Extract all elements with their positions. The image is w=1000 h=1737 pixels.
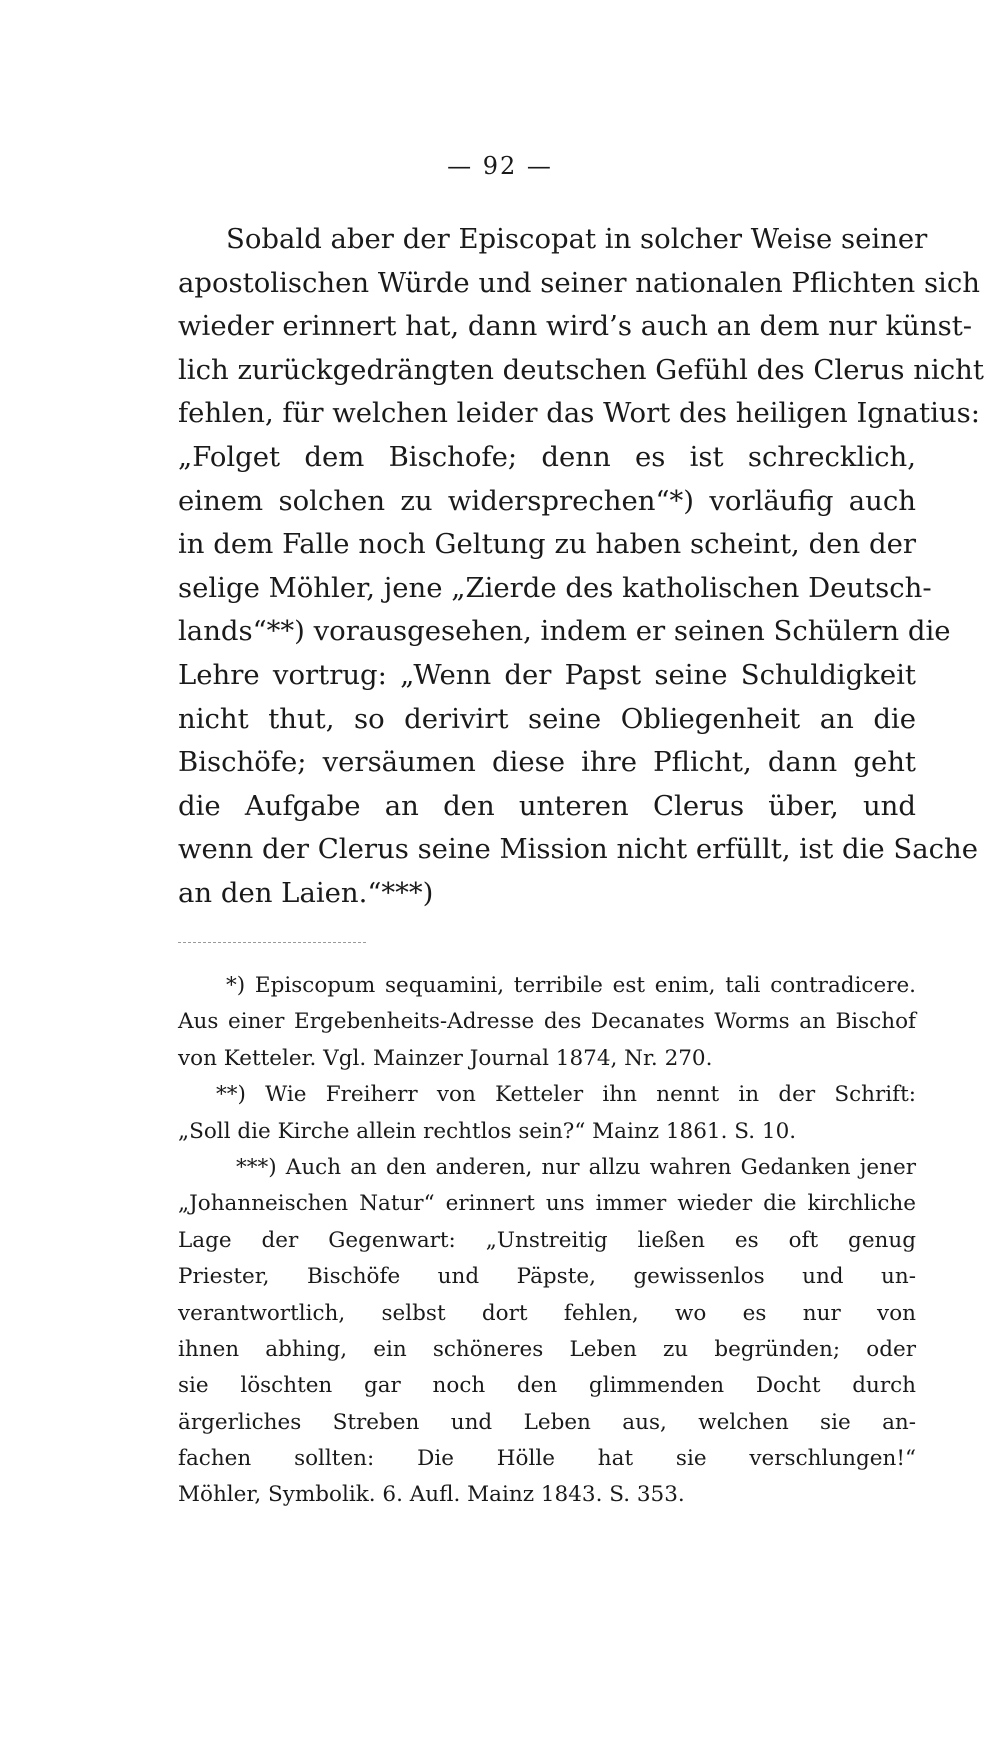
- footnote-line: **) Wie Freiherr von Ketteler ihn nennt in der Schrift:: [216, 1082, 916, 1108]
- text-line: lands“**) vorausgesehen, indem er seinen Schülern die: [178, 615, 951, 648]
- footnote-line: ärgerliches Streben und Leben aus, welchen sie an-: [178, 1409, 916, 1435]
- text-line: wenn der Clerus seine Mission nicht erfüllt, ist die Sache: [178, 833, 979, 866]
- footnote-line: fachen sollten: Die Hölle hat sie verschlungen!“: [178, 1446, 916, 1472]
- text-line: „Folget dem Bischofe; denn es ist schrecklich,: [178, 440, 916, 473]
- footnote-line: Aus einer Ergebenheits-Adresse des Decanates Worms an Bischof: [178, 1009, 916, 1035]
- footnote-line: *) Episcopum sequamini, terribile est enim, tali contradicere.: [226, 973, 916, 998]
- text-line: Lehre vortrug: „Wenn der Papst seine Schuldigkeit: [178, 658, 916, 691]
- footnotes: [178, 968, 916, 1514]
- text-line: selige Möhler, jene „Zierde des katholischen Deutsch-: [178, 571, 932, 604]
- text-line: die Aufgabe an den unteren Clerus über, und: [178, 789, 916, 822]
- text-line: an den Laien.“***): [178, 876, 434, 909]
- footnote-divider: [178, 942, 366, 943]
- text-line: nicht thut, so derivirt seine Obliegenheit an die: [178, 702, 916, 735]
- text-line: Bischöfe; versäumen diese ihre Pflicht, dann geht: [178, 746, 916, 779]
- footnote-line: „Johanneischen Natur“ erinnert uns immer wieder die kirchliche: [178, 1191, 916, 1217]
- footnote-line: verantwortlich, selbst dort fehlen, wo es nur von: [178, 1300, 916, 1326]
- footnote-line: „Soll die Kirche allein rechtlos sein?“ Mainz 1861. S. 10.: [178, 1118, 797, 1144]
- footnote-line: Lage der Gegenwart: „Unstreitig ließen es oft genug: [178, 1227, 916, 1253]
- text-line: fehlen, für welchen leider das Wort des heiligen Ignatius:: [178, 397, 980, 430]
- text-line: wieder erinnert hat, dann wird’s auch an dem nur künst-: [178, 310, 973, 343]
- page-number: — 92 —: [447, 152, 553, 180]
- text-line: apostolischen Würde und seiner nationalen Pflichten sich: [178, 266, 980, 299]
- footnote-line: von Ketteler. Vgl. Mainzer Journal 1874, Nr. 270.: [178, 1045, 713, 1071]
- text-line: Sobald aber der Episcopat in solcher Weise seiner: [226, 223, 928, 255]
- main-text: [178, 218, 984, 916]
- footnote-line: ***) Auch an den anderen, nur allzu wahren Gedanken jener: [236, 1154, 916, 1180]
- text-line: einem solchen zu widersprechen“*) vorläufig auch: [178, 484, 916, 517]
- text-line: lich zurückgedrängten deutschen Gefühl des Clerus nicht: [178, 353, 984, 386]
- text-line: in dem Falle noch Geltung zu haben scheint, den der: [178, 528, 916, 561]
- footnote-line: Priester, Bischöfe und Päpste, gewissenlos und un-: [178, 1264, 916, 1290]
- footnote-line: Möhler, Symbolik. 6. Aufl. Mainz 1843. S. 353.: [178, 1482, 685, 1508]
- footnote-line: ihnen abhing, ein schöneres Leben zu begründen; oder: [178, 1336, 916, 1362]
- footnote-line: sie löschten gar noch den glimmenden Docht durch: [178, 1373, 916, 1399]
